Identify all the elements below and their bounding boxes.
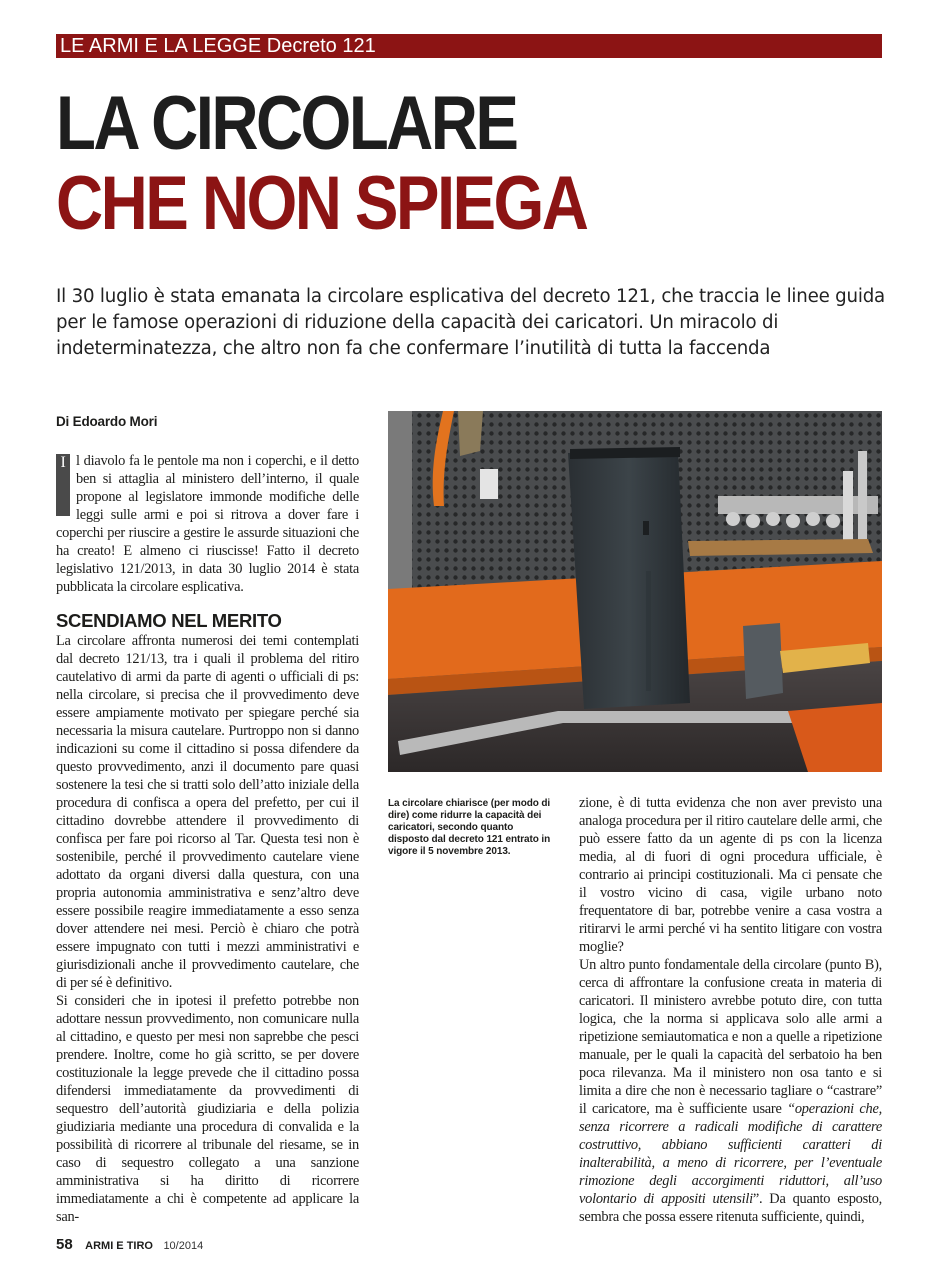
body-paragraph: Si consideri che in ipotesi il prefetto potrebbe non adottare nessun provvedimento, non comunicare nulla al cittadino, e questo per mesi non saprebbe che pesci prendere. Inoltre, come ho già scritto, se per dovere costituzionale la legge prevede che il cittadino possa difendersi immediatamente da provvedimenti di sequestro dell’autorità giudiziaria e della polizia giudiziaria mediante una procedura di convalida e la possibilità di ricorrere al tribunale del riesame, se in caso di sequestro collegato a una sanzione amministrativa si ha diritto di ricorrere immediatamente a chi è competente ad applicare la san- bbox=[56, 993, 359, 1225]
article-photo bbox=[388, 411, 882, 772]
intro-text: l diavolo fa le pentole ma non i coperchi, e il detto ben si attaglia al ministero dell’interno, il quale propone al legislatore immonde modifiche delle leggi sulle armi e poi si ritrova a dover fare i coperchi per riuscire a gestire le assurde situazioni che ha creato! E almeno ci riuscisse! Fatto il decreto legislativo 121/2013, in data 30 luglio 2014 è stata pubblicata la circolare esplicativa. bbox=[56, 453, 359, 595]
left-column bbox=[56, 452, 359, 1226]
magazine-name: ARMI E TIRO bbox=[85, 1240, 153, 1252]
article-title bbox=[56, 81, 587, 246]
title-line-1: LA CIRCOLARE bbox=[56, 81, 517, 166]
page-number: 58 bbox=[56, 1236, 73, 1253]
quoted-text: “operazioni che, senza ricorrere a radicali modifiche di carattere costruttivo, abbiano sufficienti caratteri di inalterabilità, a meno di ricorrere, per l’eventuale rimozione degli accorgimenti riduttori, all’uso volontario di appositi utensili bbox=[579, 1101, 882, 1207]
paragraph-text: Un altro punto fondamentale della circolare (punto B), cerca di affrontare la confusione creata in materia di caricatori. Il ministero avrebbe potuto dire, con tutta logica, che la norma si applicava solo alle armi a ripetizione semiautomatica e non a quelle a ripetizione manuale, per le quali la capacità del serbatoio ha ben poca rilevanza. Ma il ministero non osa tanto e si limita a dire che non è necessario tagliare o “castrare” il caricatore, ma è sufficiente usare bbox=[579, 957, 882, 1117]
body-paragraph: zione, è di tutta evidenza che non aver previsto una analoga procedura per il ritiro cautelare delle armi, che può essere fatto da un agente di ps con la licenza media, al di fuori di ogni procedura ufficiale, è contrario ai principi costituzionali. Ma ci pensate che il vostro vicino di casa, vigile urbano noto frequentatore di bar, potrebbe venire a casa vostra a ritirarvi le armi perché vi ha sentito litigare con vostra moglie? bbox=[579, 795, 882, 955]
section-subheading: SCENDIAMO NEL MERITO bbox=[56, 610, 282, 631]
article-lead: Il 30 luglio è stata emanata la circolare esplicativa del decreto 121, che traccia le linee guida per le famose operazioni di riduzione della capacità dei caricatori. Un miracolo di indeterminatezza, che altro non fa che confermare l’inutilità di tutta la faccenda bbox=[56, 286, 885, 359]
intro-paragraph bbox=[56, 452, 359, 596]
body-paragraph bbox=[579, 956, 882, 1226]
title-line-2: CHE NON SPIEGA bbox=[56, 161, 587, 246]
section-header-bar bbox=[56, 34, 882, 58]
magazine-workbench-photo bbox=[388, 411, 882, 772]
photo-caption: La circolare chiarisce (per modo di dire) come ridurre la capacità dei caricatori, secondo quanto disposto dal decreto 121 entrato in vigore il 5 novembre 2013. bbox=[388, 798, 551, 857]
page-footer bbox=[56, 1236, 203, 1254]
paragraph-text: ”. Da quanto esposto, sembra che possa essere ritenuta sufficiente, quindi, bbox=[579, 1191, 882, 1225]
section-kicker: LE ARMI E LA LEGGE bbox=[60, 35, 262, 57]
dropcap: I bbox=[56, 454, 70, 516]
author-byline: Di Edoardo Mori bbox=[56, 414, 158, 429]
right-column bbox=[579, 794, 882, 1226]
body-paragraph: La circolare affronta numerosi dei temi contemplati dal decreto 121/13, tra i quali il problema del ritiro cautelativo di armi da parte di agenti o ufficiali di ps: nella circolare, si precisa che il provvedimento deve essere ampiamente motivato per spiegare perché sia necessaria la misura cautelare. Purtroppo non si danno indicazioni su come il cittadino si possa difendere da questo provvedimento, anzi il documento pare quasi sostenere la tesi che si tratti solo dell’atto iniziale della procedura di confisca a opera del prefetto, per cui il cittadino dovrebbe attendere il provvedimento di confisca per fare poi ricorso al Tar. Questa tesi non è sostenibile, perché il provvedimento cautelare viene adottato da organi diversi dalla questura, con una propria autonomia amministrativa e senz’altro deve essere possibile reagire immediatamente a esso senza dover attendere nei mesi. Perciò è chiaro che potrà essere impugnato con tutti i mezzi amministrativi e giurisdizionali anche il provvedimento cautelare, che di per sé è definitivo. bbox=[56, 633, 359, 991]
section-topic: Decreto 121 bbox=[266, 35, 376, 57]
issue-number: 10/2014 bbox=[163, 1240, 204, 1252]
